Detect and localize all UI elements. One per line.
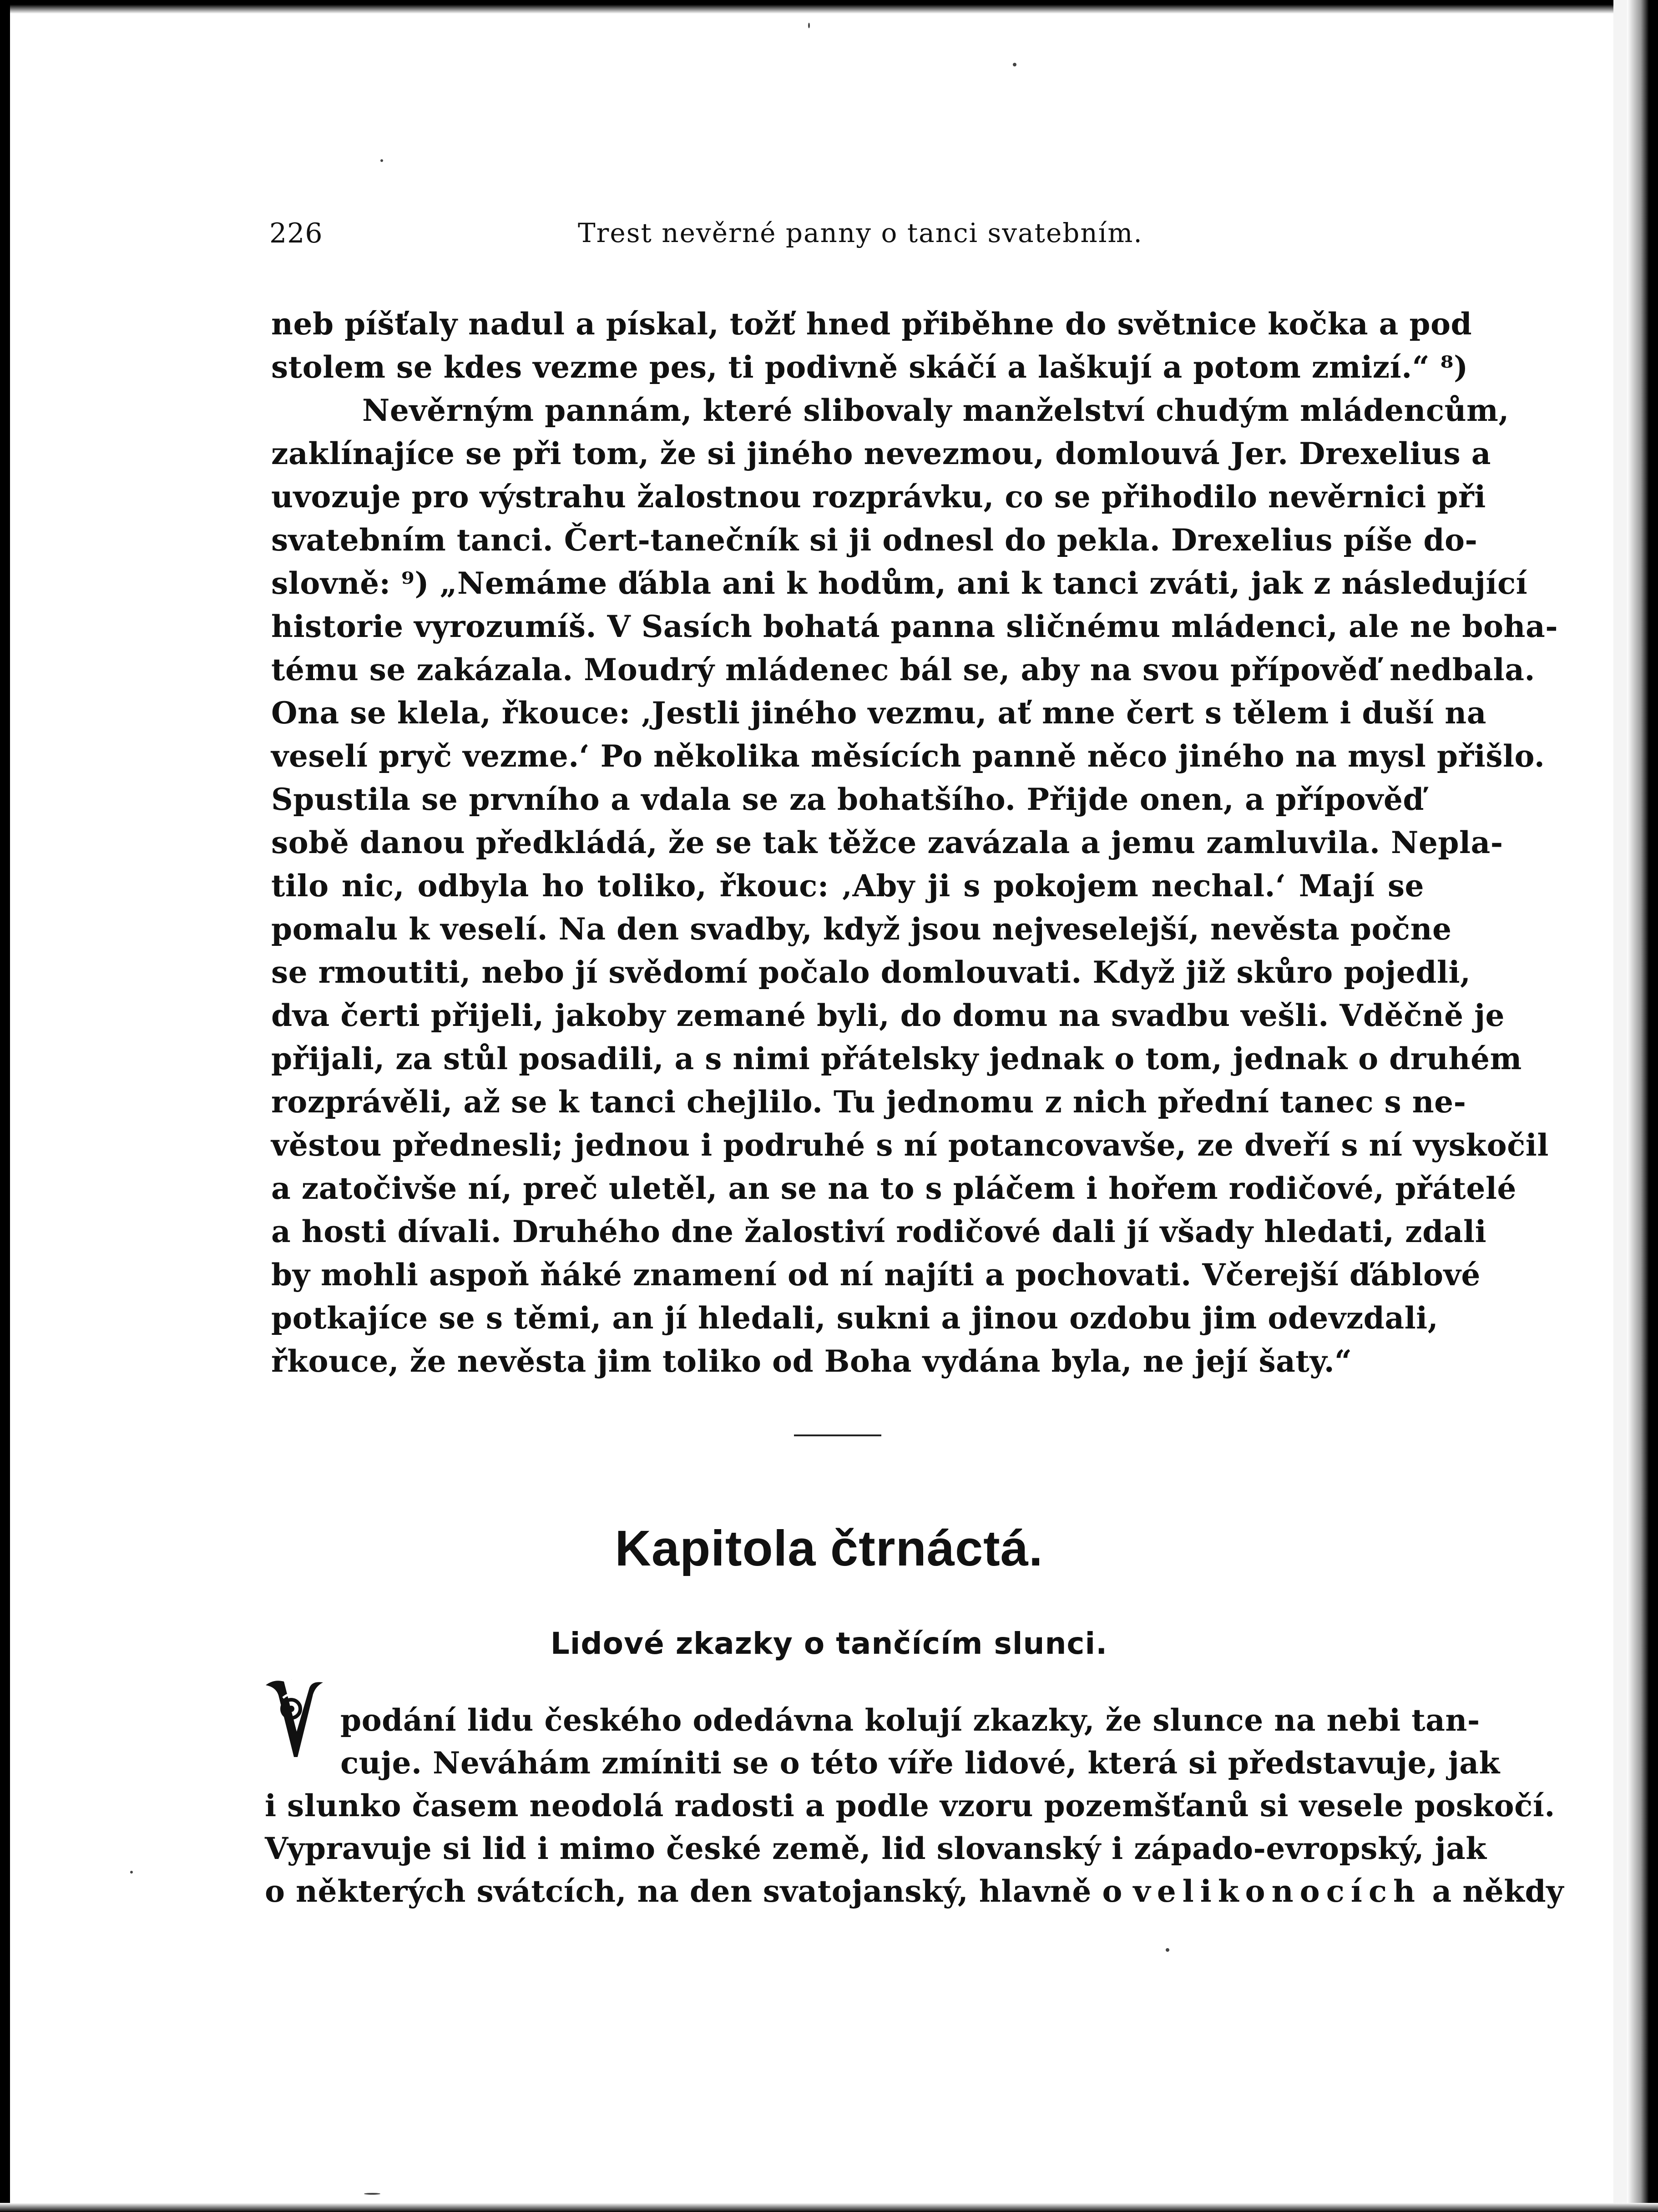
scan-speck: [380, 159, 383, 162]
scan-speck: [130, 1871, 133, 1874]
text-line: [265, 1870, 1564, 1913]
chapter-title: Kapitola čtrnáctá.: [615, 1520, 1043, 1576]
text-line: by mohli aspoň ňáké znamení od ní najíti a pochovati. Včerejší ďáblové: [271, 1257, 1481, 1293]
text-line: svatebním tanci. Čert-tanečník si ji odnesl do pekla. Drexelius píše do-: [271, 522, 1478, 558]
text-line: a hosti dívali. Druhého dne žalostiví rodičové dali jí všady hledati, zdali: [271, 1214, 1487, 1249]
text-line: a zatočivše ní, preč uletěl, an se na to s pláčem i hořem rodičové, přátelé: [271, 1171, 1516, 1206]
section-separator-rule: [794, 1434, 881, 1436]
chapter-subtitle: Lidové zkazky o tančícím slunci.: [550, 1626, 1108, 1661]
body-text-section-1: [271, 303, 1558, 1383]
scan-speck: [1013, 63, 1016, 66]
page-number: 226: [269, 217, 323, 249]
scan-edge-top: [0, 0, 1658, 14]
text-line: uvozuje pro výstrahu žalostnou rozprávku, co se přihodilo nevěrnici při: [271, 479, 1486, 515]
text-line: potkajíce se s těmi, an jí hledali, sukni a jinou ozdobu jim odevzdali,: [271, 1300, 1439, 1336]
text-line: Spustila se prvního a vdala se za bohatšího. Přijde onen, a přípověď: [271, 782, 1424, 817]
scan-speck: [364, 2193, 380, 2195]
scan-edge-bottom: [0, 2203, 1658, 2212]
text-line: Vypravuje si lid i mimo české země, lid slovanský i západo-evropský, jak: [265, 1831, 1487, 1866]
scan-edge-left: [0, 0, 10, 2212]
text-line: sobě danou předkládá, že se tak těžce zavázala a jemu zamluvila. Nepla-: [271, 825, 1503, 860]
text-line: pomalu k veselí. Na den svadby, když jsou nejveselejší, nevěsta počne: [271, 911, 1452, 947]
text-line: stolem se kdes vezme pes, ti podivně skáčí a laškují a potom zmizí.“ ⁸): [271, 349, 1468, 385]
text-line: historie vyrozumíš. V Sasích bohatá panna sličnému mládenci, ale ne boha-: [271, 609, 1558, 644]
text-line: slovně: ⁹) „Nemáme ďábla ani k hodům, ani k tanci zváti, jak z následující: [271, 566, 1528, 601]
text-line: podání lidu českého odedávna kolují zkazky, že slunce na nebi tan-: [340, 1702, 1480, 1738]
text-line: věstou přednesli; jednou i podruhé s ní potancovavše, ze dveří s ní vyskočil: [271, 1127, 1549, 1163]
text-line: dva čerti přijeli, jakoby zemané byli, do domu na svadbu vešli. Vděčně je: [271, 998, 1505, 1033]
text-fragment: a někdy: [1432, 1874, 1564, 1909]
text-line: se rmoutiti, nebo jí svědomí počalo domlouvati. Když již skůro pojedli,: [271, 954, 1471, 990]
scan-edge-right: [1627, 0, 1658, 2212]
body-text-section-2: [265, 1699, 1564, 1913]
text-line: cuje. Neváhám zmíniti se o této víře lidové, která si představuje, jak: [340, 1745, 1500, 1781]
text-line: rozprávěli, až se k tanci chejlilo. Tu jednomu z nich přední tanec s ne-: [271, 1084, 1466, 1120]
text-line: Ona se klela, řkouce: ‚Jestli jiného vezmu, ať mne čert s tělem i duší na: [271, 695, 1486, 731]
text-line: neb píšťaly nadul a pískal, tožť hned přiběhne do světnice kočka a pod: [271, 306, 1472, 342]
text-fragment: o některých svátcích, na den svatojanský, hlavně o: [265, 1874, 1122, 1909]
text-line: zaklínajíce se při tom, že si jiného nevezmou, domlouvá Jer. Drexelius a: [271, 436, 1491, 471]
text-line: přijali, za stůl posadili, a s nimi přátelsky jednak o tom, jednak o druhém: [271, 1041, 1522, 1076]
text-line: veselí pryč vezme.‘ Po několika měsících panně něco jiného na mysl přišlo.: [271, 738, 1545, 774]
running-title: Trest nevěrné panny o tanci svatebním.: [578, 217, 1143, 248]
text-line: i slunko časem neodolá radosti a podle vzoru pozemšťanů si vesele poskočí.: [265, 1788, 1555, 1823]
spaced-emphasis: velikonocích: [1133, 1874, 1422, 1909]
text-line: řkouce, že nevěsta jim toliko od Boha vydána byla, ne její šaty.“: [271, 1343, 1352, 1379]
text-line: tému se zakázala. Moudrý mládenec bál se, aby na svou přípověď nedbala.: [271, 652, 1535, 687]
scan-speck: [808, 23, 810, 28]
text-line: tilo nic, odbyla ho toliko, řkouc: ‚Aby ji s pokojem nechal.‘ Mají se: [271, 868, 1424, 904]
scan-speck: [1166, 1948, 1169, 1952]
text-line: Nevěrným pannám, které slibovaly manželství chudým mládencům,: [362, 393, 1509, 428]
scan-edge-right-band: [1613, 0, 1627, 2212]
